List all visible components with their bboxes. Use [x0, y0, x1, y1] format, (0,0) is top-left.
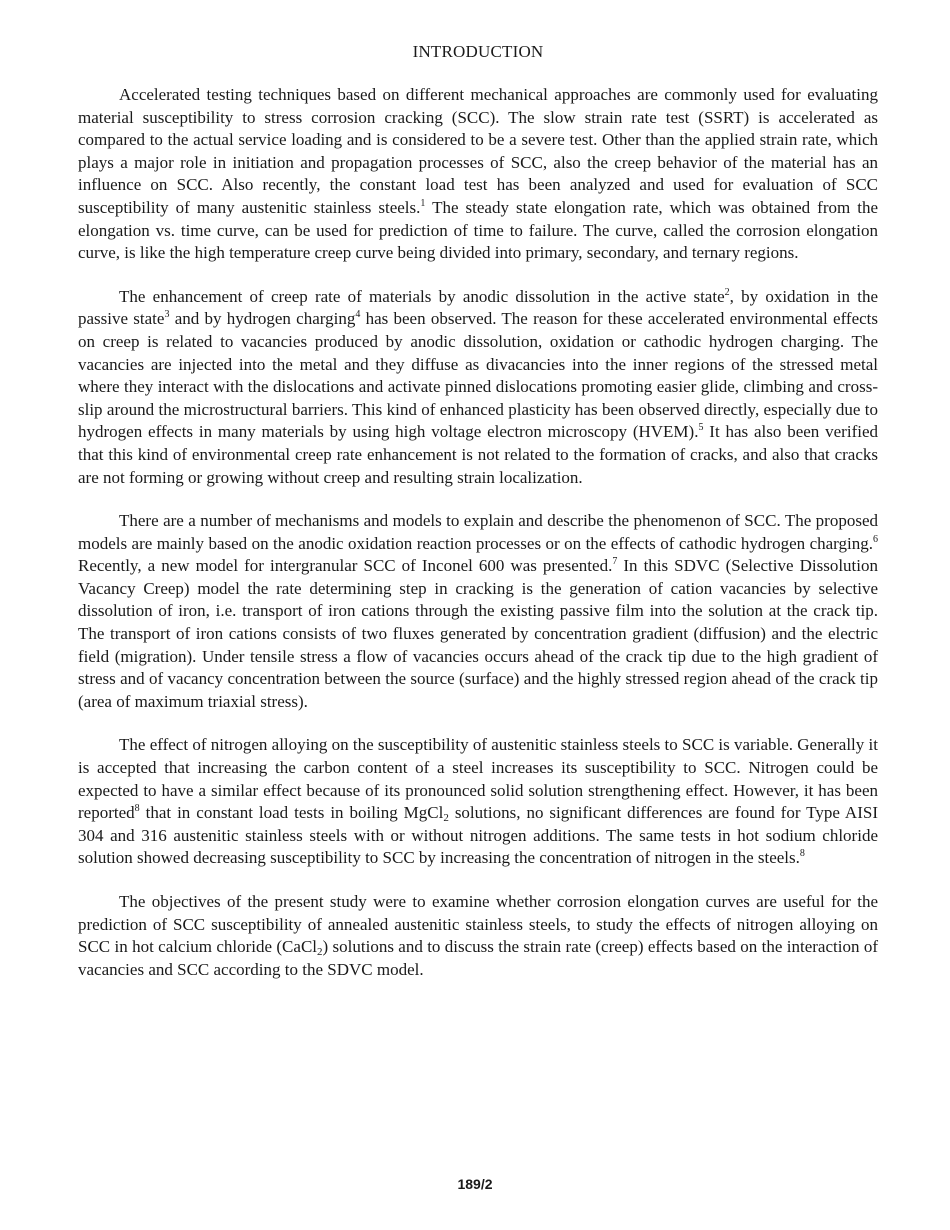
paragraph-5 — [78, 891, 878, 981]
paragraph-text: that in constant load tests in boiling MgCl — [139, 803, 444, 823]
footnote-ref: 5 — [698, 422, 704, 434]
paragraph-text: solutions, no significant differences are found for Type AISI 304 and 316 austenitic stainless steels with or without nitrogen additions. The same tests in hot sodium chloride solution showed decreasing susceptibility to SCC by increasing the concentration of nitrogen in the steels. — [78, 803, 878, 868]
paragraph-3 — [78, 510, 878, 713]
footnote-ref: 1 — [420, 197, 426, 209]
paragraph-text: has been observed. The reason for these accelerated environmental effects on creep is related to vacancies produced by anodic dissolution, oxidation or cathodic hydrogen charging. The vacancies are injected into the metal and they diffuse as divacancies into the inner regions of the stressed metal where they interact with the dislocations and activate pinned dislocations promoting easier glide, climbing and cross-slip around the microstructural barriers. This kind of enhanced plasticity has been observed directly, especially due to hydrogen effects in many materials by using high voltage electron microscopy (HVEM). — [78, 309, 879, 442]
paragraph-text: The steady state elongation rate, which was obtained from the elongation vs. time curve, can be used for prediction of time to failure. The curve, called the corrosion elongation curve, is like the high temperature creep curve being divided into primary, secondary, and ternary regions. — [78, 197, 878, 263]
page-body — [78, 40, 878, 1002]
footnote-ref: 8 — [799, 848, 805, 860]
footnote-ref: 2 — [724, 286, 730, 298]
paragraph-text: ) solutions and to discuss the strain rate (creep) effects based on the interaction of vacancies and SCC according to the SDVC model. — [78, 937, 878, 979]
paragraph-text: The objectives of the present study were to examine whether corrosion elongation curves are useful for the prediction of SCC susceptibility of annealed austenitic stainless steels, to study the effects of nitrogen alloying on SCC in hot calcium chloride (CaCl — [78, 892, 878, 957]
paragraph-text: Recently, a new model for intergranular SCC of Inconel 600 was presented. — [78, 556, 613, 576]
paragraph-4 — [78, 734, 878, 870]
footnote-ref: 4 — [355, 309, 361, 321]
chemical-subscript: 2 — [443, 812, 449, 825]
footnote-ref: 3 — [164, 309, 170, 321]
footnote-ref: 7 — [612, 556, 618, 568]
footnote-ref: 8 — [134, 803, 140, 815]
paragraph-text: , by oxidation in the passive state — [78, 286, 878, 329]
page-number: 189/2 — [457, 1176, 493, 1192]
paragraph-text: The enhancement of creep rate of materials by anodic dissolution in the active state — [119, 286, 725, 306]
paragraph-text: In this SDVC (Selective Dissolution Vacancy Creep) model the rate determining step in cracking is the generation of cation vacancies by selective dissolution of iron, i.e. transport of iron cations through the existing passive film into the solution at the crack tip. The transport of iron cations consists of two fluxes generated by concentration gradient (diffusion) and the electric field (migration). Under tensile stress a flow of vacancies occurs ahead of the crack tip due to the high gradient of stress and of vacancy concentration between the source (surface) and the highly stressed region ahead of the crack tip (area of maximum triaxial stress). — [78, 556, 878, 711]
section-heading: INTRODUCTION — [412, 42, 544, 61]
footnote-ref: 6 — [873, 533, 878, 545]
paragraph-text: The effect of nitrogen alloying on the susceptibility of austenitic stainless steels to SCC is variable. Generally it is accepted that increasing the carbon content of a steel increases its susceptibility to SCC. Nitrogen could be expected to have a similar effect because of its pronounced solid solution strengthening effect. However, it has been reported — [78, 735, 878, 823]
paragraph-text: and by hydrogen charging — [169, 309, 356, 329]
paragraph-text: Accelerated testing techniques based on different mechanical approaches are commonly used for evaluating material susceptibility to stress corrosion cracking (SCC). The slow strain rate test (SSRT) is accelerated as compared to the actual service loading and is considered to be a severe test. Other than the applied strain rate, which plays a major role in initiation and propagation processes of SCC, also the creep behavior of the material has an influence on SCC. Also recently, the constant load test has been analyzed and used for evaluation of SCC susceptibility of many austenitic stainless steels. — [78, 85, 878, 217]
paragraph-1 — [78, 84, 878, 265]
paragraph-text: There are a number of mechanisms and models to explain and describe the phenomenon of SCC. The proposed models are mainly based on the anodic oxidation reaction processes or on the effects of cathodic hydrogen charging. — [78, 511, 878, 553]
paragraph-2 — [78, 286, 878, 489]
paragraph-text: It has also been verified that this kind of environmental creep rate enhancement is not related to the formation of cracks, and also that cracks are not forming or growing without creep and resulting strain localization. — [78, 422, 878, 487]
chemical-subscript: 2 — [317, 946, 323, 959]
